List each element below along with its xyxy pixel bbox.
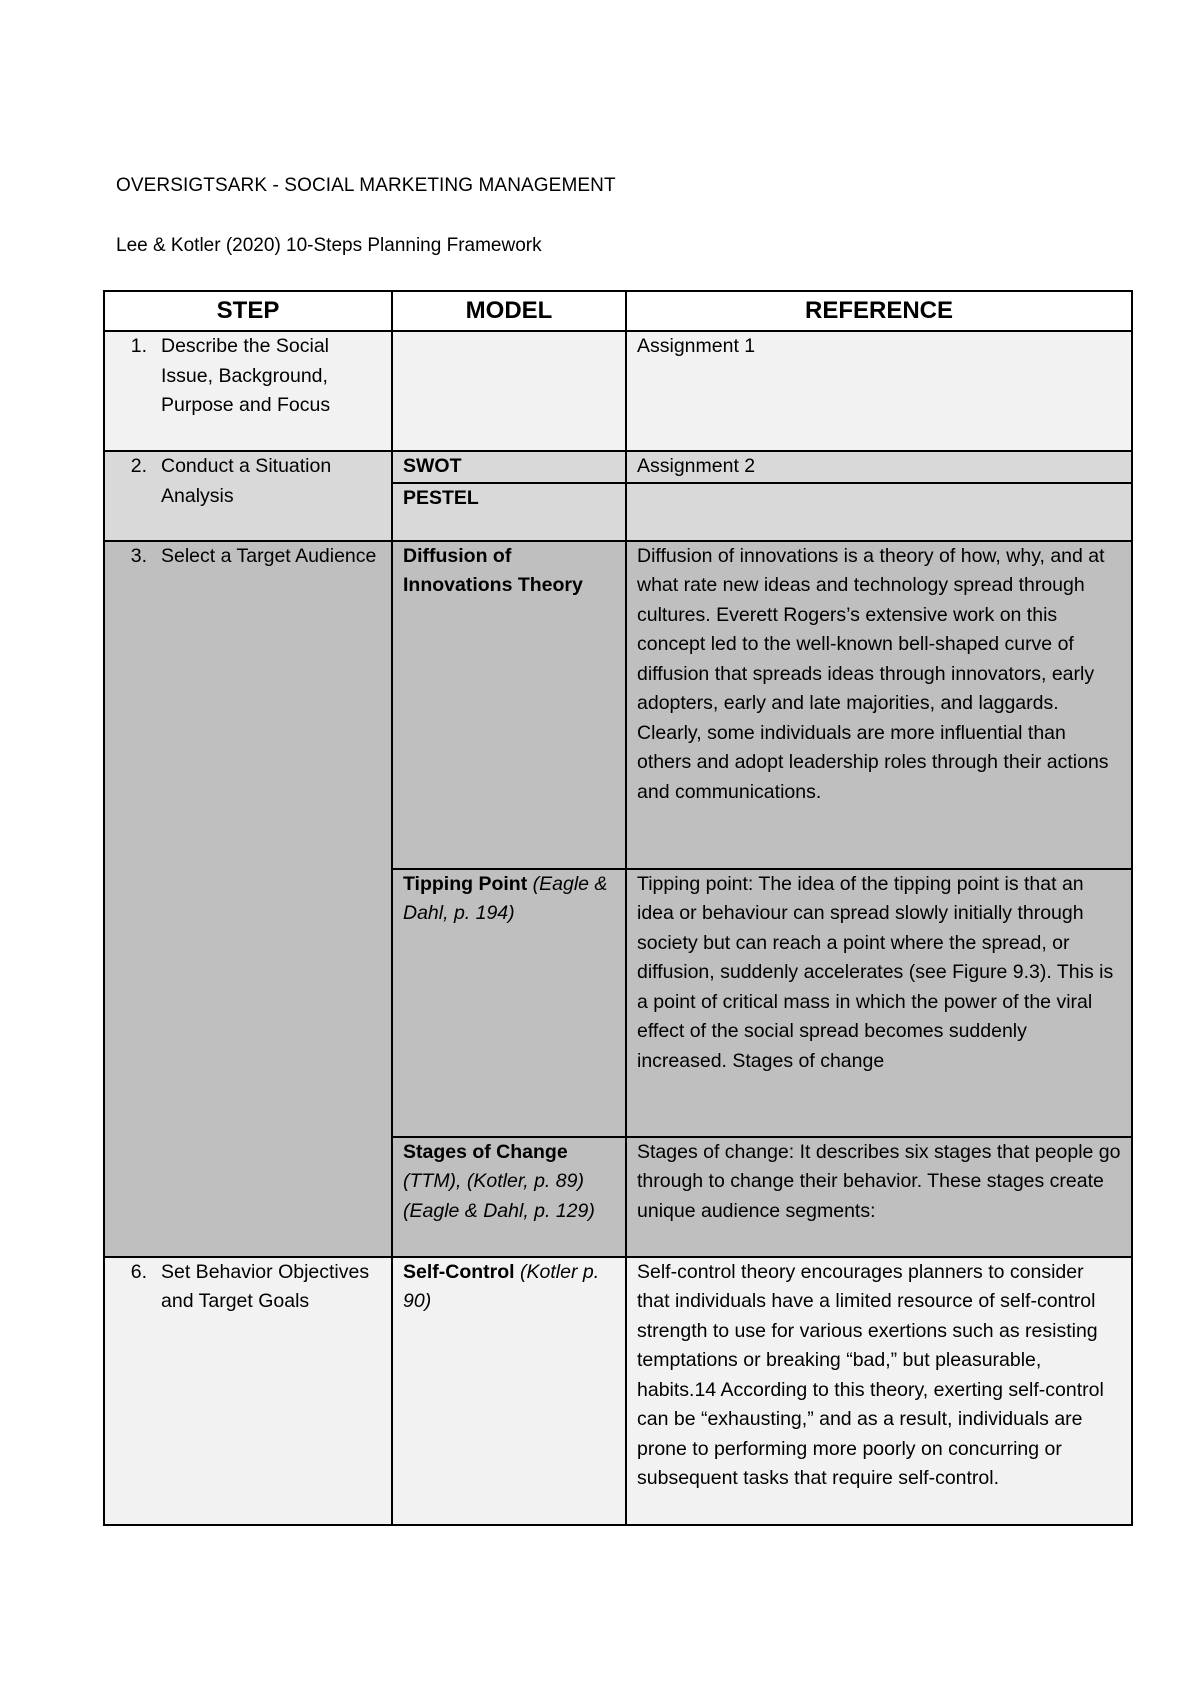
model-name: Tipping Point [403,872,528,895]
table-row [104,451,1132,483]
reference-cell: Assignment 1 [626,331,1132,451]
model-cell [392,331,626,451]
step-cell [104,451,392,541]
header-row [104,291,1132,331]
step-title: Conduct a Situation Analysis [161,455,332,507]
step-number: 6. [130,1260,147,1283]
planning-table [103,290,1133,1526]
table-row [104,331,1132,451]
header-model: MODEL [392,291,626,331]
model-cell [392,1257,626,1525]
header-reference: REFERENCE [626,291,1132,331]
model-cell [392,1137,626,1257]
reference-cell: Diffusion of innovations is a theory of how, why, and at what rate new ideas and technology spread through cultures. Everett Rogers’s extensive work on this concept led to the well-known bell-shaped curve of diffusion that spreads ideas through innovators, early adopters, early and late majorities, and laggards. Clearly, some individuals are more influential than others and adopt leadership roles through their actions and communications. [626,541,1132,869]
reference-cell [626,483,1132,541]
model-name: PESTEL [403,486,479,509]
reference-cell: Tipping point: The idea of the tipping point is that an idea or behaviour can spread slowly initially through society but can reach a point where the spread, or diffusion, suddenly accelerates (see Figure 9.3). This is a point of critical mass in which the power of the viral effect of the social spread becomes suddenly increased. Stages of change [626,869,1132,1137]
reference-cell: Self-control theory encourages planners to consider that individuals have a limited resource of self-control strength to use for various exertions such as resisting temptations or breaking “bad,” but pleasurable, habits.14 According to this theory, exerting self-control can be “exhausting,” and as a result, individuals are prone to performing more poorly on concurring or subsequent tasks that require self-control. [626,1257,1132,1525]
model-cell [392,541,626,869]
step-cell [104,541,392,1257]
model-reference: (Kotler p. 90) [403,1260,600,1312]
table-row [104,1257,1132,1525]
model-name: SWOT [403,455,462,477]
reference-cell: Assignment 2 [626,451,1132,483]
reference-cell: Stages of change: It describes six stages that people go through to change their behavior. These stages create unique audience segments: [626,1137,1132,1257]
step-title: Describe the Social Issue, Background, Purpose and Focus [161,335,331,416]
model-name: Stages of Change [403,1140,568,1163]
model-reference: (TTM), (Kotler, p. 89) (Eagle & Dahl, p. 129) [403,1170,595,1222]
table-row [104,541,1132,869]
model-name: Diffusion of Innovations Theory [403,544,583,596]
model-cell [392,483,626,541]
page-title: OVERSIGTSARK - SOCIAL MARKETING MANAGEMENT [116,175,616,196]
step-cell [104,1257,392,1525]
step-number: 2. [130,455,147,477]
step-number: 1. [130,335,147,357]
step-title: Select a Target Audience [161,544,377,567]
model-cell [392,869,626,1137]
model-reference: (Eagle & Dahl, p. 194) [403,872,608,924]
step-number: 3. [130,544,147,567]
header-step: STEP [104,291,392,331]
step-cell [104,331,392,451]
page-subtitle: Lee & Kotler (2020) 10-Steps Planning Framework [116,235,542,256]
model-name: Self-Control [403,1260,515,1283]
model-cell [392,451,626,483]
step-title: Set Behavior Objectives and Target Goals [161,1260,370,1312]
